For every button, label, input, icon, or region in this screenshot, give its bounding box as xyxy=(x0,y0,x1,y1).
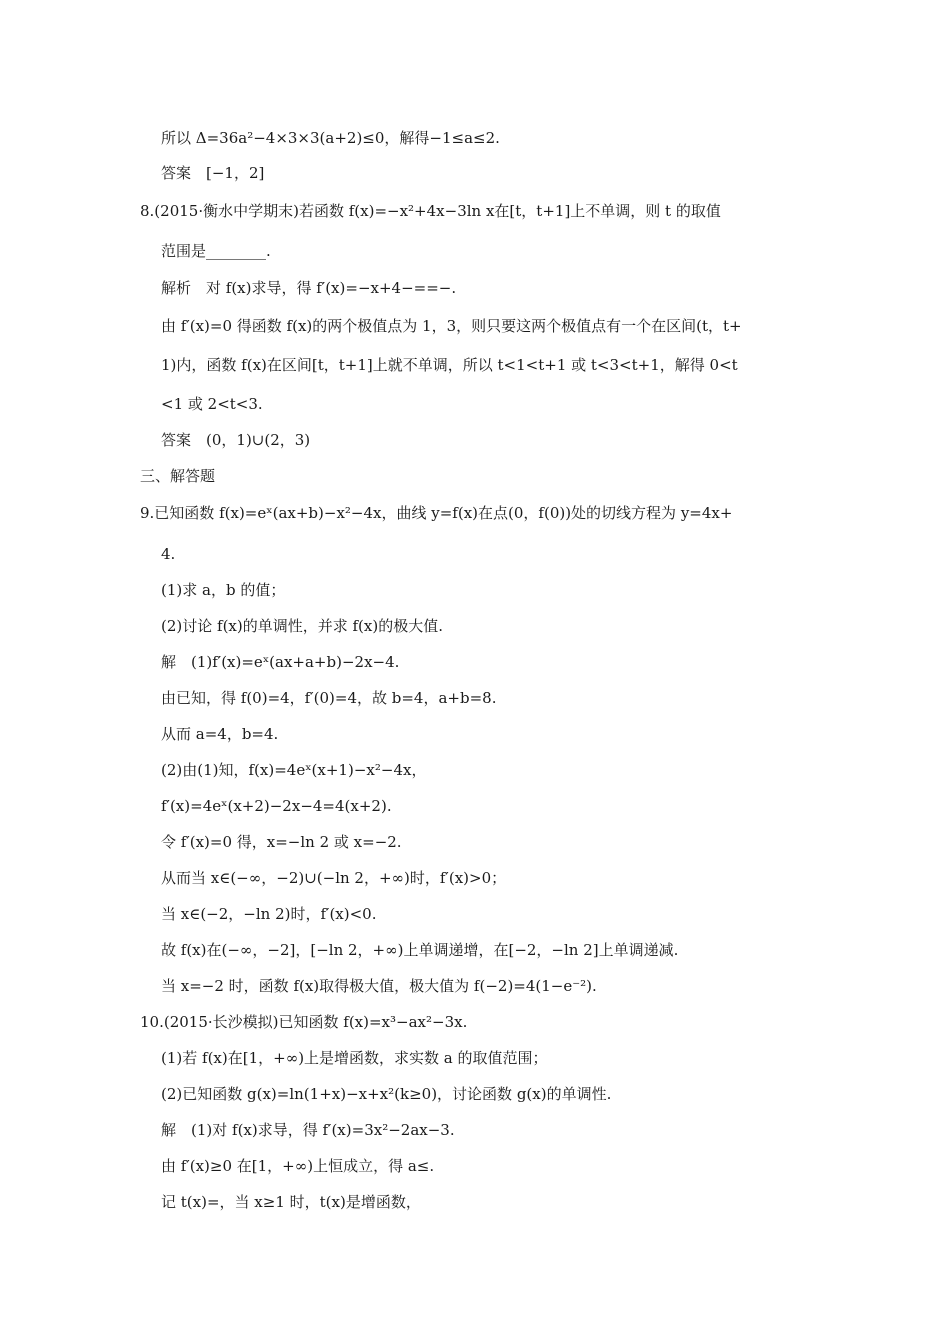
text-line: 由已知，得 f(0)=4，f′(0)=4，故 b=4，a+b=8. xyxy=(161,689,497,707)
problem-8-line: 8.(2015·衡水中学期末)若函数 f(x)=−x²+4x−3ln x在[t，t+1]上不单调，则 t 的取值 xyxy=(140,202,721,220)
text-line: 记 t(x)=，当 x≥1 时，t(x)是增函数， xyxy=(161,1193,421,1211)
text-line: (2)已知函数 g(x)=ln(1+x)−x+x²(k≥0)，讨论函数 g(x)的单调性. xyxy=(161,1085,612,1103)
text-line: 从而 a=4，b=4. xyxy=(161,725,279,743)
solution-line: 解 (1)f′(x)=eˣ(ax+a+b)−2x−4. xyxy=(161,653,400,671)
text-line: 1)内，函数 f(x)在区间[t，t+1]上就不单调，所以 t<1<t+1 或 t<3<t+1，解得 0<t xyxy=(161,356,738,374)
text-line: 当 x∈(−2，−ln 2)时，f′(x)<0. xyxy=(161,905,377,923)
text-line: (2)由(1)知，f(x)=4eˣ(x+1)−x²−4x， xyxy=(161,761,427,779)
problem-9-line: 9.已知函数 f(x)=eˣ(ax+b)−x²−4x，曲线 y=f(x)在点(0，f(0))处的切线方程为 y=4x+ xyxy=(140,504,733,522)
text-line: (2)讨论 f(x)的单调性，并求 f(x)的极大值. xyxy=(161,617,443,635)
text-line: <1 或 2<t<3. xyxy=(161,395,263,413)
answer-line: 答案 (0，1)∪(2，3) xyxy=(161,431,311,449)
analysis-line: 解析 对 f(x)求导，得 f′(x)=−x+4−==−. xyxy=(161,279,457,297)
text-line: 令 f′(x)=0 得，x=−ln 2 或 x=−2. xyxy=(161,833,402,851)
text-line: f′(x)=4eˣ(x+2)−2x−4=4(x+2). xyxy=(161,797,392,815)
text-line: 由 f′(x)=0 得函数 f(x)的两个极值点为 1，3，则只要这两个极值点有一个在区间(t，t+ xyxy=(161,317,742,335)
text-line: (1)求 a，b 的值； xyxy=(161,581,286,599)
text-line: 故 f(x)在(−∞，−2]，[−ln 2，+∞)上单调递增，在[−2，−ln 2]上单调递减. xyxy=(161,941,679,959)
answer-line: 答案 [−1，2] xyxy=(161,164,265,182)
text-line: 所以 Δ=36a²−4×3×3(a+2)≤0，解得−1≤a≤2. xyxy=(161,129,500,147)
text-line: (1)若 f(x)在[1，+∞)上是增函数，求实数 a 的取值范围； xyxy=(161,1049,548,1067)
text-line: 4. xyxy=(161,545,176,563)
text-line: 当 x=−2 时，函数 f(x)取得极大值，极大值为 f(−2)=4(1−e⁻²). xyxy=(161,977,597,995)
problem-10-line: 10.(2015·长沙模拟)已知函数 f(x)=x³−ax²−3x. xyxy=(140,1013,468,1031)
text-line: 范围是________. xyxy=(161,242,271,260)
section-heading: 三、解答题 xyxy=(140,467,216,485)
text-line: 由 f′(x)≥0 在[1，+∞)上恒成立，得 a≤. xyxy=(161,1157,435,1175)
solution-line: 解 (1)对 f(x)求导，得 f′(x)=3x²−2ax−3. xyxy=(161,1121,455,1139)
text-line: 从而当 x∈(−∞，−2)∪(−ln 2，+∞)时，f′(x)>0； xyxy=(161,869,507,887)
